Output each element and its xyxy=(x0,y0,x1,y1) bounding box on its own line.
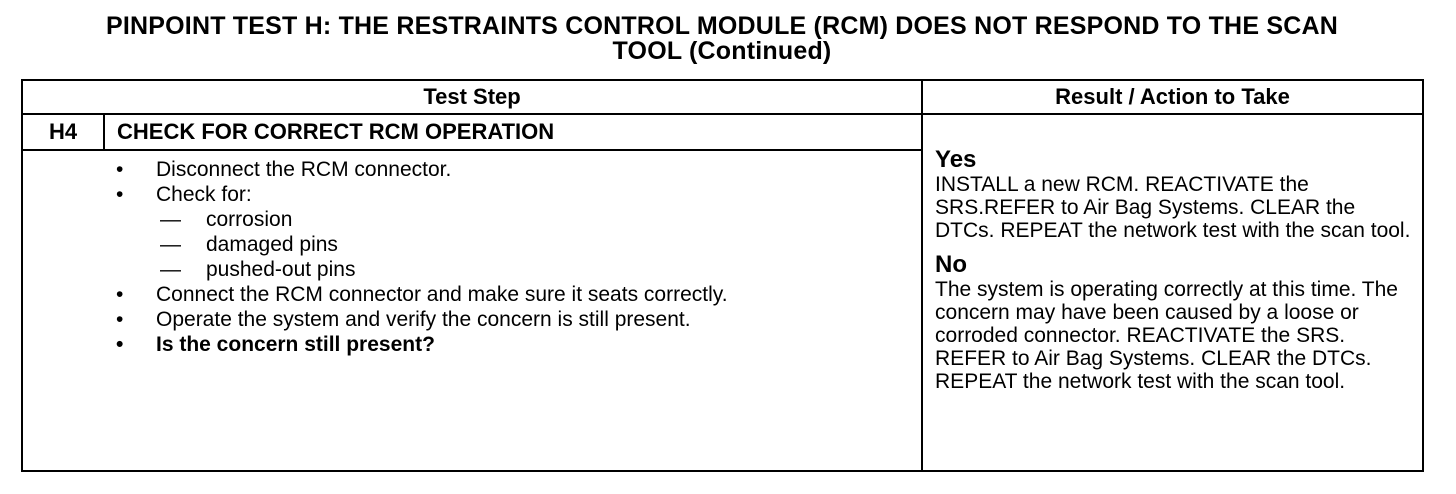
table-header-row xyxy=(22,80,1423,114)
list-item xyxy=(104,182,921,282)
result-yes-text: INSTALL a new RCM. REACTIVATE the SRS.REFER to Air Bag Systems. CLEAR the DTCs. REPEAT the network test with the scan tool. xyxy=(935,173,1411,242)
check-item-text: corrosion xyxy=(206,208,293,231)
step-instructions xyxy=(104,150,922,471)
page-title-line-1: PINPOINT TEST H: THE RESTRAINTS CONTROL MODULE (RCM) DOES NOT RESPOND TO THE SCAN xyxy=(106,12,1338,40)
list-item xyxy=(104,282,921,307)
page-title xyxy=(0,14,1444,64)
dash-icon: — xyxy=(160,233,181,256)
check-item-text: damaged pins xyxy=(206,233,338,256)
dash-icon: — xyxy=(160,258,181,281)
instruction-text: Disconnect the RCM connector. xyxy=(156,158,452,181)
check-for-list xyxy=(156,207,921,282)
result-yes-label: Yes xyxy=(935,146,977,173)
bullet-icon: • xyxy=(116,183,124,206)
bullet-icon: • xyxy=(116,308,124,331)
step-title: CHECK FOR CORRECT RCM OPERATION xyxy=(104,114,922,150)
header-test-step: Test Step xyxy=(22,80,922,114)
result-yes xyxy=(935,147,1412,242)
list-item xyxy=(104,332,921,357)
step-title-row xyxy=(22,114,1423,150)
bullet-icon: • xyxy=(116,283,124,306)
page-title-line-2: TOOL (Continued) xyxy=(612,37,832,65)
instruction-text: Connect the RCM connector and make sure it seats correctly. xyxy=(156,283,728,306)
step-id: H4 xyxy=(22,114,104,150)
list-item xyxy=(104,307,921,332)
list-item xyxy=(104,157,921,182)
instruction-text: Check for: xyxy=(156,183,252,206)
bullet-icon: • xyxy=(116,158,124,181)
question-text: Is the concern still present? xyxy=(156,333,435,356)
result-no xyxy=(935,252,1412,393)
pinpoint-test-table xyxy=(21,79,1424,472)
header-result-action: Result / Action to Take xyxy=(922,80,1423,114)
result-no-label: No xyxy=(935,251,968,278)
step-id-spacer xyxy=(22,150,104,471)
check-item-text: pushed-out pins xyxy=(206,258,356,281)
instruction-text: Operate the system and verify the concern is still present. xyxy=(156,308,691,331)
list-item xyxy=(156,257,921,282)
list-item xyxy=(156,207,921,232)
list-item xyxy=(156,232,921,257)
result-cell xyxy=(922,114,1423,471)
instruction-list xyxy=(104,157,921,357)
bullet-icon: • xyxy=(116,333,124,356)
dash-icon: — xyxy=(160,208,181,231)
result-no-text: The system is operating correctly at this time. The concern may have been caused by a loose or corroded connector. REACTIVATE the SRS. REFER to Air Bag Systems. CLEAR the DTCs. REPEAT the network test with the scan tool. xyxy=(935,278,1398,393)
